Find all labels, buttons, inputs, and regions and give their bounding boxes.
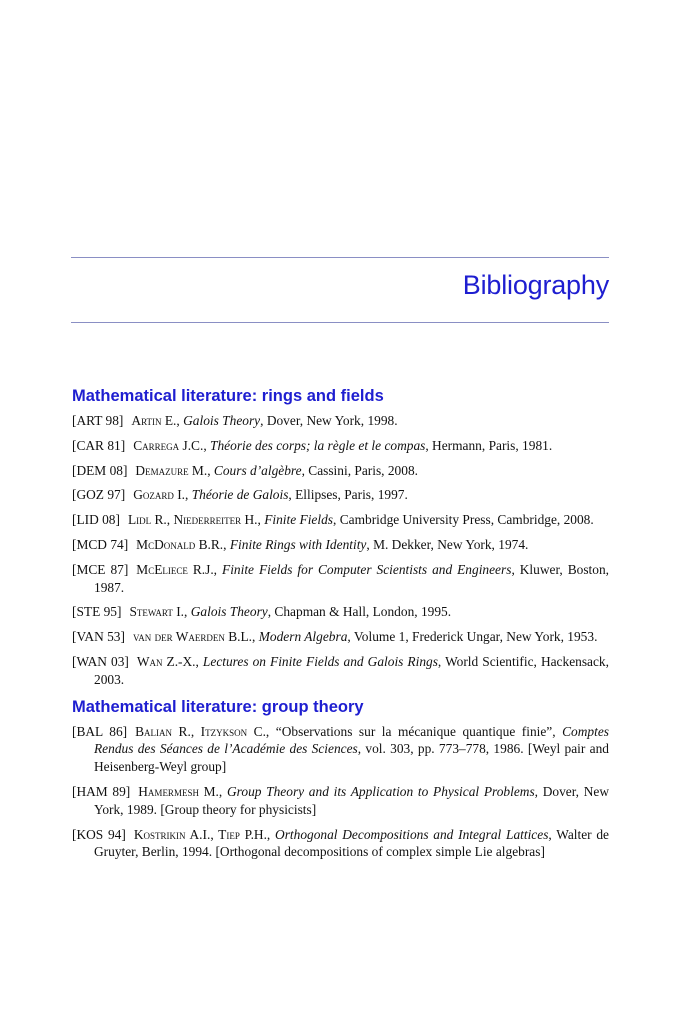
bib-authors: Stewart I., bbox=[129, 604, 188, 620]
bib-key: [DEM 08] bbox=[72, 462, 128, 478]
bib-authors: Lidl R., Niederreiter H., bbox=[127, 512, 261, 528]
bib-authors: McDonald B.R., bbox=[136, 536, 227, 552]
bib-key: [GOZ 97] bbox=[72, 487, 126, 503]
bib-key: [KOS 94] bbox=[72, 826, 126, 842]
bib-entry bbox=[72, 412, 609, 430]
bib-article-title: “Observations sur la mécanique quantique finie”, bbox=[275, 723, 563, 739]
bib-title: Lectures on Finite Fields and Galois Rings bbox=[202, 653, 438, 669]
bib-title: Théorie des corps; la règle et le compas bbox=[210, 437, 426, 453]
bib-entry bbox=[72, 511, 609, 529]
bib-details: , Chapman & Hall, London, 1995. bbox=[267, 604, 452, 620]
chapter-title: Bibliography bbox=[462, 270, 609, 300]
bottom-rule bbox=[71, 322, 609, 323]
bib-title: Finite Fields bbox=[264, 512, 334, 528]
bib-authors: Hamermesh M., bbox=[138, 783, 223, 799]
bib-authors: Gozard I., bbox=[133, 487, 189, 503]
bib-entry bbox=[72, 826, 609, 862]
bib-details: , Cassini, Paris, 2008. bbox=[301, 462, 418, 478]
bib-title: Finite Fields for Computer Scientists and Engineers bbox=[222, 561, 512, 577]
bib-details: , Cambridge University Press, Cambridge, 2008. bbox=[333, 512, 594, 528]
bib-key: [MCE 87] bbox=[72, 561, 129, 577]
bib-title: Modern Algebra bbox=[258, 629, 348, 645]
bib-details: , Hermann, Paris, 1981. bbox=[425, 437, 553, 453]
bib-title: Théorie de Galois bbox=[191, 487, 289, 503]
bib-entry bbox=[72, 486, 609, 504]
bib-title: Galois Theory bbox=[190, 604, 268, 620]
bib-key: [STE 95] bbox=[72, 604, 122, 620]
bib-details: , Volume 1, Frederick Ungar, New York, 1953. bbox=[347, 629, 598, 645]
bib-entry bbox=[72, 628, 609, 646]
section-heading-group-theory: Mathematical literature: group theory bbox=[72, 697, 364, 716]
bib-title: Comptes Rendus des Séances de l’Académie des Sciences bbox=[94, 723, 609, 757]
bib-title: Group Theory and its Application to Physical Problems bbox=[226, 783, 535, 799]
bib-entry bbox=[72, 462, 609, 480]
bib-authors: Wan Z.-X., bbox=[136, 653, 199, 669]
bib-details: , Walter de Gruyter, Berlin, 1994. [Orthogonal decompositions of complex simple Lie algebras] bbox=[94, 826, 609, 860]
bib-key: [CAR 81] bbox=[72, 437, 126, 453]
bib-details: , vol. 303, pp. 773–778, 1986. [Weyl pair and Heisenberg-Weyl group] bbox=[94, 741, 609, 775]
bib-title: Galois Theory bbox=[183, 413, 261, 428]
bib-authors: Kostrikin A.I., Tiep P.H., bbox=[133, 826, 271, 842]
bib-entry bbox=[72, 603, 609, 621]
bib-key: [VAN 53] bbox=[72, 629, 125, 645]
bib-authors: Artin E., bbox=[131, 413, 180, 428]
bib-entry bbox=[72, 536, 609, 554]
bib-details: , Dover, New York, 1989. [Group theory for physicists] bbox=[94, 783, 609, 817]
bib-details: , World Scientific, Hackensack, 2003. bbox=[94, 653, 609, 687]
bib-entry bbox=[72, 653, 609, 689]
bib-authors: van der Waerden B.L., bbox=[132, 629, 256, 645]
bib-entry bbox=[72, 561, 609, 597]
bib-authors: Carrega J.C., bbox=[133, 437, 207, 453]
bib-entry bbox=[72, 783, 609, 819]
bib-details: , Kluwer, Boston, 1987. bbox=[94, 561, 609, 595]
bib-key: [WAN 03] bbox=[72, 653, 129, 669]
bib-title: Orthogonal Decompositions and Integral Lattices bbox=[275, 826, 549, 842]
bib-entry bbox=[72, 437, 609, 455]
bib-authors: Demazure M., bbox=[135, 462, 211, 478]
bibliography-content bbox=[72, 385, 609, 868]
bib-key: [ART 98] bbox=[72, 413, 124, 428]
bib-key: [LID 08] bbox=[72, 512, 120, 528]
bib-details: , Dover, New York, 1998. bbox=[260, 413, 398, 428]
bib-key: [HAM 89] bbox=[72, 783, 131, 799]
bib-authors: Balian R., Itzykson C., bbox=[135, 723, 270, 739]
top-rule bbox=[71, 257, 609, 258]
bib-title: Cours d’algèbre bbox=[213, 462, 302, 478]
bib-title: Finite Rings with Identity bbox=[229, 536, 367, 552]
bib-key: [MCD 74] bbox=[72, 536, 129, 552]
bib-key: [BAL 86] bbox=[72, 723, 128, 739]
bib-details: , Ellipses, Paris, 1997. bbox=[288, 487, 408, 503]
section-heading-rings-fields: Mathematical literature: rings and fields bbox=[72, 387, 384, 405]
bib-authors: McEliece R.J., bbox=[136, 561, 218, 577]
bib-details: , M. Dekker, New York, 1974. bbox=[366, 536, 529, 552]
bib-entry bbox=[72, 723, 609, 776]
